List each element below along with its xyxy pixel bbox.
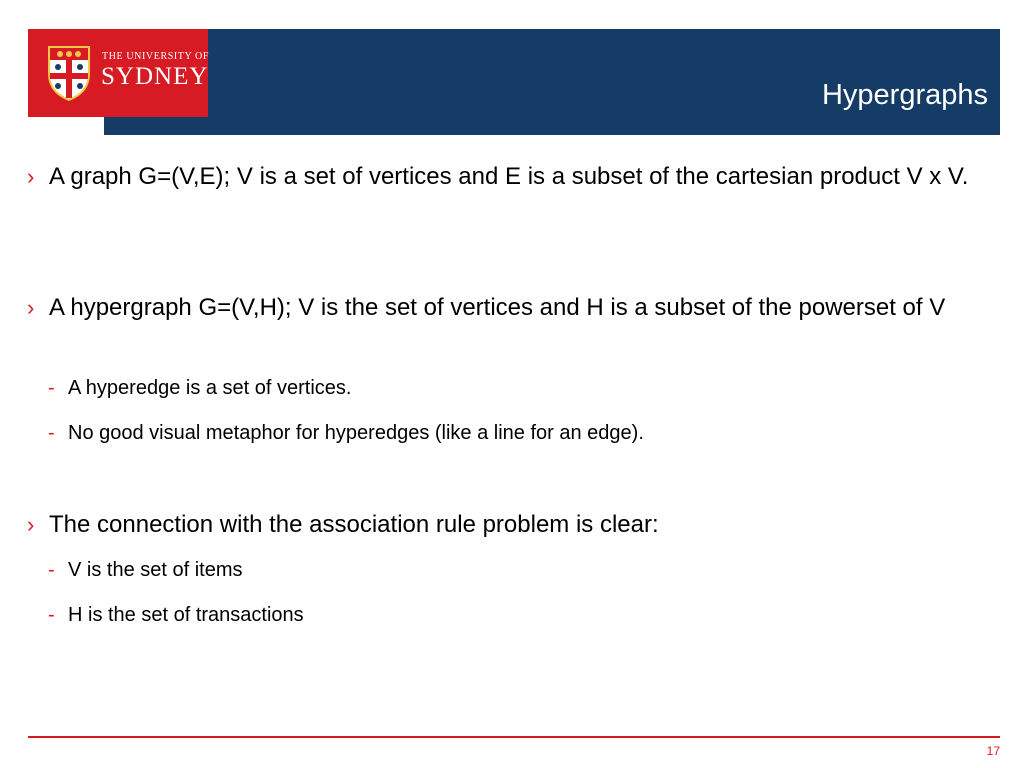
bullet-text: A hypergraph G=(V,H); V is the set of vertices and H is a subset of the powerset of V: [49, 294, 946, 321]
slide-title: Hypergraphs: [821, 79, 988, 111]
sub-bullet-marker: -: [48, 604, 55, 626]
sub-bullet-text: H is the set of transactions: [68, 604, 304, 626]
sub-bullet-text: V is the set of items: [68, 559, 243, 581]
sub-bullet-item: [48, 602, 978, 628]
sub-bullet-marker: -: [48, 377, 55, 399]
bullet-item: [27, 160, 987, 193]
crest-icon: [46, 44, 92, 102]
logo-text-line1: THE UNIVERSITY OF: [102, 51, 210, 62]
university-logo: [28, 29, 208, 117]
bullet-marker: ›: [27, 164, 35, 189]
bullet-marker: ›: [27, 295, 35, 320]
sub-bullet-text: No good visual metaphor for hyperedges (like a line for an edge).: [68, 422, 644, 444]
bullet-item: [27, 291, 987, 324]
footer-divider: [28, 736, 1000, 738]
sub-bullet-marker: -: [48, 422, 55, 444]
bullet-marker: ›: [27, 512, 35, 537]
sub-bullet-item: [48, 375, 978, 401]
sub-bullet-item: [48, 420, 978, 446]
sub-bullet-text: A hyperedge is a set of vertices.: [68, 377, 352, 399]
bullet-text: The connection with the association rule problem is clear:: [49, 511, 659, 538]
logo-text-line2: SYDNEY: [101, 63, 209, 90]
bullet-text: A graph G=(V,E); V is a set of vertices and E is a subset of the cartesian product V x V.: [49, 163, 969, 190]
bullet-item: [27, 508, 987, 541]
page-number: 17: [986, 744, 1000, 758]
sub-bullet-item: [48, 557, 978, 583]
sub-bullet-marker: -: [48, 559, 55, 581]
